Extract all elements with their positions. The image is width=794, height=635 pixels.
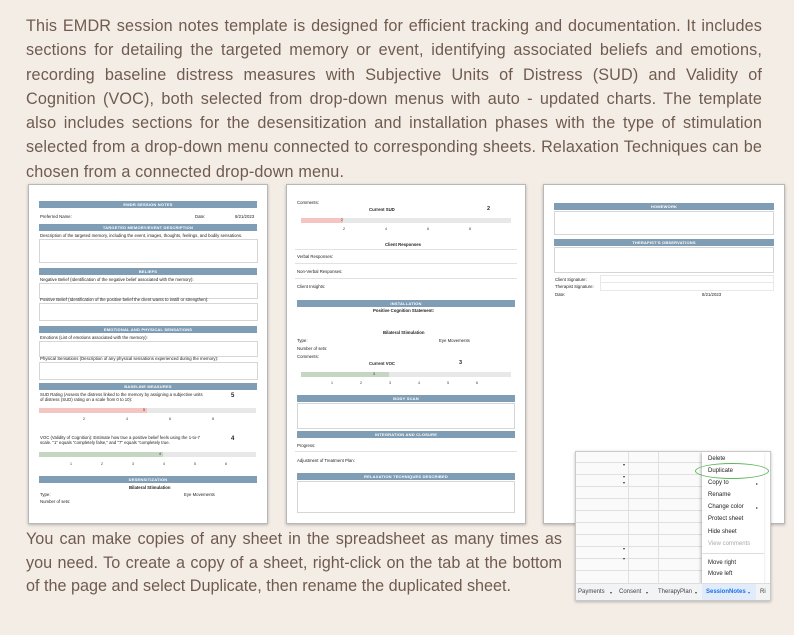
- divider: [295, 278, 517, 279]
- voc-chart-label: 4: [159, 452, 161, 456]
- voc-line1: VOC (Validity of Cognition): Estimate how true a positive belief feels using the 1-to-7: [40, 435, 200, 440]
- type-label: Type:: [40, 492, 51, 497]
- current-sud-fill: [301, 218, 343, 223]
- date-value: 8/21/2023: [235, 214, 255, 219]
- current-sud-value: 2: [487, 206, 491, 212]
- emotions-box: [39, 341, 258, 357]
- dropdown-arrow-icon[interactable]: ▾: [646, 590, 649, 595]
- desensitization-header: DESENSITIZATION: [39, 476, 257, 483]
- date-value: 8/21/2023: [702, 292, 722, 297]
- sud-axis-tick: 6: [169, 417, 171, 421]
- sud-rating-line1: SUD Rating (Assess the distress linked to the memory by assigning a subjective units: [40, 392, 203, 397]
- voc-line2: scale. "1" equals "completely false," and "7" equals "completely true.: [40, 440, 170, 445]
- date-label: Date:: [555, 292, 566, 297]
- voc-value: 4: [231, 436, 235, 442]
- comments2-label: Comments:: [297, 354, 319, 359]
- body-scan-header: BODY SCAN: [297, 395, 515, 402]
- current-sud-tick: 2: [343, 227, 345, 231]
- current-sud-bar: [301, 218, 511, 223]
- physical-box: [39, 362, 258, 380]
- positive-box: [39, 303, 258, 321]
- outro-paragraph: You can make copies of any sheet in the spreadsheet as many times as you need. To create a copy of a sheet, right-click on the tab at the bottom of the page and select Duplicate, then rename the duplicated sheet.: [26, 530, 562, 595]
- insights-label: Client Insights:: [297, 284, 326, 289]
- session-notes-page-2: [286, 184, 526, 524]
- menu-item-hide-sheet[interactable]: Hide sheet: [708, 529, 737, 535]
- nonverbal-label: Non-Verbal Responses:: [297, 269, 343, 274]
- tab-sessionnotes[interactable]: SessionNotes: [706, 589, 746, 595]
- voc-axis-tick: 1: [70, 462, 72, 466]
- installation-header: INSTALLATION: [297, 300, 515, 307]
- current-voc-label: Current VOC: [369, 361, 396, 366]
- intro-paragraph: This EMDR session notes template is designed for efficient tracking and documentation. It includes sections for detailing the targeted memory or event, identifying associated beliefs and emotions, recording baseline distress measures with Subjective Units of Distress (SUD) and Validity of Cognition (VOC), both selected from drop-down menus with auto - updated charts. The template also includes sections for the desensitization and installation phases with the type of stimulation selected from a drop-down menu connected to corresponding sheets. Relaxation Techniques can be chosen from a connected drop-down menu.: [26, 17, 762, 181]
- therapist-signature-field: [600, 282, 774, 291]
- current-voc-bar: [301, 372, 511, 377]
- current-sud-tick: 6: [427, 227, 429, 231]
- emotions-label: Emotions (List of emotions associated with the memory):: [40, 335, 148, 340]
- sheet-tab-context-menu-screenshot: [575, 451, 771, 601]
- sud-value: 5: [231, 393, 235, 399]
- tab-therapyplan[interactable]: TherapyPlan: [658, 589, 693, 595]
- observations-box: [554, 247, 774, 273]
- tab-consent[interactable]: Consent: [619, 589, 642, 595]
- menu-item-protect-sheet[interactable]: Protect sheet: [708, 516, 744, 522]
- positive-belief: Positive Belief (Identification of the positive belief the client wants to instill or strengthen):: [40, 297, 209, 302]
- bilateral-label: Bilateral Stimulation: [383, 330, 425, 335]
- dropdown-arrow-icon[interactable]: ▾: [610, 590, 613, 595]
- sud-chart-bar: [39, 408, 256, 413]
- targeted-desc: Description of the targeted memory, including the event, images, thoughts, feelings, and bodily sensations.: [40, 233, 243, 238]
- sud-chart-fill: [39, 408, 147, 413]
- menu-item-rename[interactable]: Rename: [708, 492, 731, 498]
- menu-item-move-right[interactable]: Move right: [708, 560, 737, 566]
- bilateral-label: Bilateral Stimulation: [129, 485, 171, 490]
- tab-payments[interactable]: Payments: [578, 589, 605, 595]
- current-voc-bar-label: 3: [373, 372, 375, 376]
- client-responses-header: Client Responses: [385, 242, 422, 247]
- sets-label: Number of sets:: [40, 499, 71, 504]
- voc-chart-bar: [39, 452, 256, 457]
- voc-axis-tick: 4: [163, 462, 165, 466]
- emotional-header: EMOTIONAL AND PHYSICAL SENSATIONS: [39, 326, 257, 333]
- preferred-name-label: Preferred Name:: [40, 214, 72, 219]
- sheet-tabs-bar: [576, 583, 770, 601]
- submenu-arrow-icon: ▸: [755, 481, 758, 486]
- divider: [295, 249, 517, 250]
- relaxation-header: RELAXATION TECHNIQUES DESCRIBED: [297, 473, 515, 480]
- progress-label: Progress:: [297, 443, 316, 448]
- current-voc-tick: 5: [447, 381, 449, 385]
- current-voc-fill: [301, 372, 389, 377]
- voc-axis-tick: 6: [225, 462, 227, 466]
- menu-item-view-comments: View comments: [708, 541, 751, 547]
- current-sud-bar-label: 2: [341, 218, 343, 222]
- menu-item-delete[interactable]: Delete: [708, 456, 726, 462]
- sets-label: Number of sets:: [297, 346, 328, 351]
- comments-label: Comments:: [297, 200, 319, 205]
- divider: [295, 451, 517, 452]
- adjustment-label: Adjustment of Treatment Plan:: [297, 458, 355, 463]
- targeted-box: [39, 239, 258, 263]
- observations-header: THERAPIST'S OBSERVATIONS: [554, 239, 774, 246]
- menu-item-move-left[interactable]: Move left: [708, 571, 733, 577]
- tab-ri[interactable]: Ri: [760, 589, 766, 595]
- sud-axis-tick: 8: [212, 417, 214, 421]
- relaxation-box: [297, 481, 515, 513]
- sud-chart-label: 5: [143, 408, 145, 412]
- menu-item-duplicate[interactable]: Duplicate: [708, 468, 734, 474]
- sud-rating-line2: of distress (SUD) rating on a scale from 0 to 10):: [40, 397, 133, 402]
- voc-axis-tick: 2: [101, 462, 103, 466]
- current-voc-tick: 4: [418, 381, 420, 385]
- integration-header: INTEGRATION AND CLOSURE: [297, 431, 515, 438]
- dropdown-arrow-icon[interactable]: ▾: [623, 546, 626, 551]
- session-notes-page-1: [28, 184, 268, 524]
- current-voc-tick: 3: [389, 381, 391, 385]
- current-sud-tick: 8: [469, 227, 471, 231]
- voc-chart-fill: [39, 452, 163, 457]
- duplicate-highlight-ellipse: [695, 463, 769, 479]
- type-label: Type:: [297, 338, 308, 343]
- type-value: Eye Movements: [184, 492, 215, 497]
- context-menu: [702, 452, 764, 584]
- current-sud-label: Current SUD: [369, 207, 395, 212]
- homework-header: HOMEWORK: [554, 203, 774, 210]
- client-signature-label: Client Signature:: [555, 277, 587, 282]
- dropdown-arrow-icon[interactable]: ▾: [623, 474, 626, 479]
- therapist-signature-label: Therapist Signature:: [555, 284, 594, 289]
- sud-axis-tick: 4: [126, 417, 128, 421]
- divider: [295, 263, 517, 264]
- dropdown-arrow-icon[interactable]: ▾: [748, 590, 751, 595]
- body-scan-box: [297, 403, 515, 429]
- menu-item-copy-to[interactable]: Copy to: [708, 480, 729, 486]
- spreadsheet-grid: [576, 452, 702, 583]
- dropdown-arrow-icon[interactable]: ▾: [695, 590, 698, 595]
- positive-cognition-label: Positive Cognition Statement:: [373, 308, 435, 313]
- homework-box: [554, 211, 774, 235]
- current-voc-tick: 1: [331, 381, 333, 385]
- sud-axis-tick: 2: [83, 417, 85, 421]
- targeted-header: TARGETED MEMORY/EVENT DESCRIPTION: [39, 224, 257, 231]
- dropdown-arrow-icon[interactable]: ▾: [623, 462, 626, 467]
- date-label: Date:: [195, 214, 206, 219]
- voc-axis-tick: 5: [194, 462, 196, 466]
- negative-belief: Negative Belief (Identification of the negative belief associated with the memory):: [40, 277, 194, 282]
- current-voc-tick: 6: [476, 381, 478, 385]
- current-voc-value: 3: [459, 360, 463, 366]
- menu-item-change-color[interactable]: Change color: [708, 504, 744, 510]
- physical-label: Physical Sensations (Description of any physical sensations experienced during the memory):: [40, 356, 219, 361]
- dropdown-arrow-icon[interactable]: ▾: [623, 556, 626, 561]
- beliefs-header: BELIEFS: [39, 268, 257, 275]
- title-header: EMDR SESSION NOTES: [39, 201, 257, 208]
- current-sud-tick: 4: [385, 227, 387, 231]
- type-value: Eye Movements: [439, 338, 470, 343]
- baseline-header: BASELINE MEASURES: [39, 383, 257, 390]
- verbal-label: Verbal Responses:: [297, 254, 334, 259]
- dropdown-arrow-icon[interactable]: ▾: [623, 480, 626, 485]
- submenu-arrow-icon: ▸: [755, 505, 758, 510]
- current-voc-tick: 2: [360, 381, 362, 385]
- voc-axis-tick: 3: [132, 462, 134, 466]
